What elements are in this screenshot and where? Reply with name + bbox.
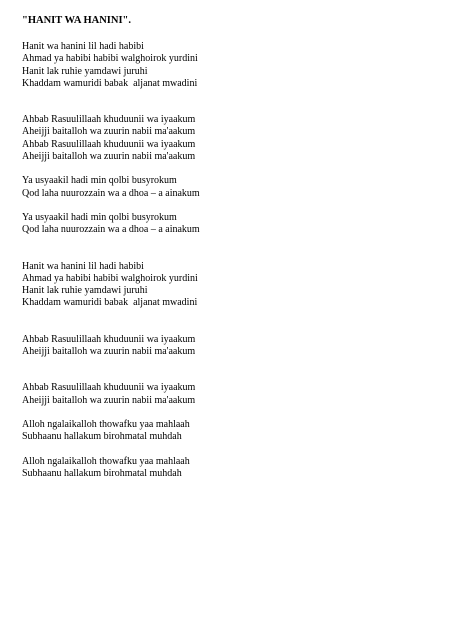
lyric-line: Ahmad ya habibi habibi walghoirok yurdini — [22, 272, 198, 284]
lyric-line: Aheijji baitalloh wa zuurin nabii ma'aakum — [22, 346, 196, 358]
stanza-3 — [22, 175, 442, 200]
spacer — [22, 444, 442, 456]
spacer — [22, 358, 442, 382]
lyric-line: Ahbab Rasuulillaah khuduunii wa iyaakum — [22, 333, 196, 345]
stanza-1 — [22, 41, 442, 90]
lyric-line: Ahbab Rasuulillaah khuduunii wa iyaakum — [22, 114, 196, 126]
lyric-line: Hanit lak ruhie yamdawi juruhi — [22, 65, 148, 77]
lyric-line: Hanit lak ruhie yamdawi juruhi — [22, 285, 148, 297]
stanza-2 — [22, 114, 442, 163]
spacer — [22, 237, 442, 261]
lyric-line: Aheijji baitalloh wa zuurin nabii ma'aakum — [22, 126, 196, 138]
lyric-line: Ahmad ya habibi habibi walghoirok yurdini — [22, 53, 198, 65]
spacer — [22, 310, 442, 334]
stanza-7 — [22, 382, 442, 407]
lyric-line: Aheijji baitalloh wa zuurin nabii ma'aakum — [22, 394, 196, 406]
stanza-4 — [22, 212, 442, 237]
document-title: "HANIT WA HANINI". — [22, 15, 132, 26]
lyric-line: Khaddam wamuridi babak aljanat mwadini — [22, 77, 198, 89]
lyric-line: Alloh ngalaikalloh thowafku yaa mahlaah — [22, 455, 190, 467]
spacer — [22, 163, 442, 175]
stanza-9 — [22, 456, 442, 481]
spacer — [22, 200, 442, 212]
lyric-line: Aheijji baitalloh wa zuurin nabii ma'aakum — [22, 151, 196, 163]
lyric-line: Ya usyaakil hadi min qolbi busyrokum — [22, 211, 177, 223]
stanza-6 — [22, 334, 442, 359]
lyric-line: Ahbab Rasuulillaah khuduunii wa iyaakum — [22, 138, 196, 150]
stanza-5 — [22, 261, 442, 310]
lyric-line: Ya usyaakil hadi min qolbi busyrokum — [22, 175, 177, 187]
stanza-8 — [22, 419, 442, 444]
spacer — [22, 407, 442, 419]
lyric-line: Qod laha nuurozzain wa a dhoa – a ainakum — [22, 224, 200, 236]
lyric-line: Alloh ngalaikalloh thowafku yaa mahlaah — [22, 418, 190, 430]
lyric-line: Hanit wa hanini lil hadi habibi — [22, 41, 144, 52]
spacer — [22, 27, 442, 41]
lyrics-document — [22, 14, 442, 480]
lyric-line: Khaddam wamuridi babak aljanat mwadini — [22, 297, 198, 309]
lyric-line: Qod laha nuurozzain wa a dhoa – a ainakum — [22, 187, 200, 199]
lyric-line: Subhaanu hallakum birohmatal muhdah — [22, 467, 182, 479]
spacer — [22, 90, 442, 114]
lyric-line: Hanit wa hanini lil hadi habibi — [22, 260, 144, 272]
lyric-line: Ahbab Rasuulillaah khuduunii wa iyaakum — [22, 382, 196, 394]
lyric-line: Subhaanu hallakum birohmatal muhdah — [22, 431, 182, 443]
